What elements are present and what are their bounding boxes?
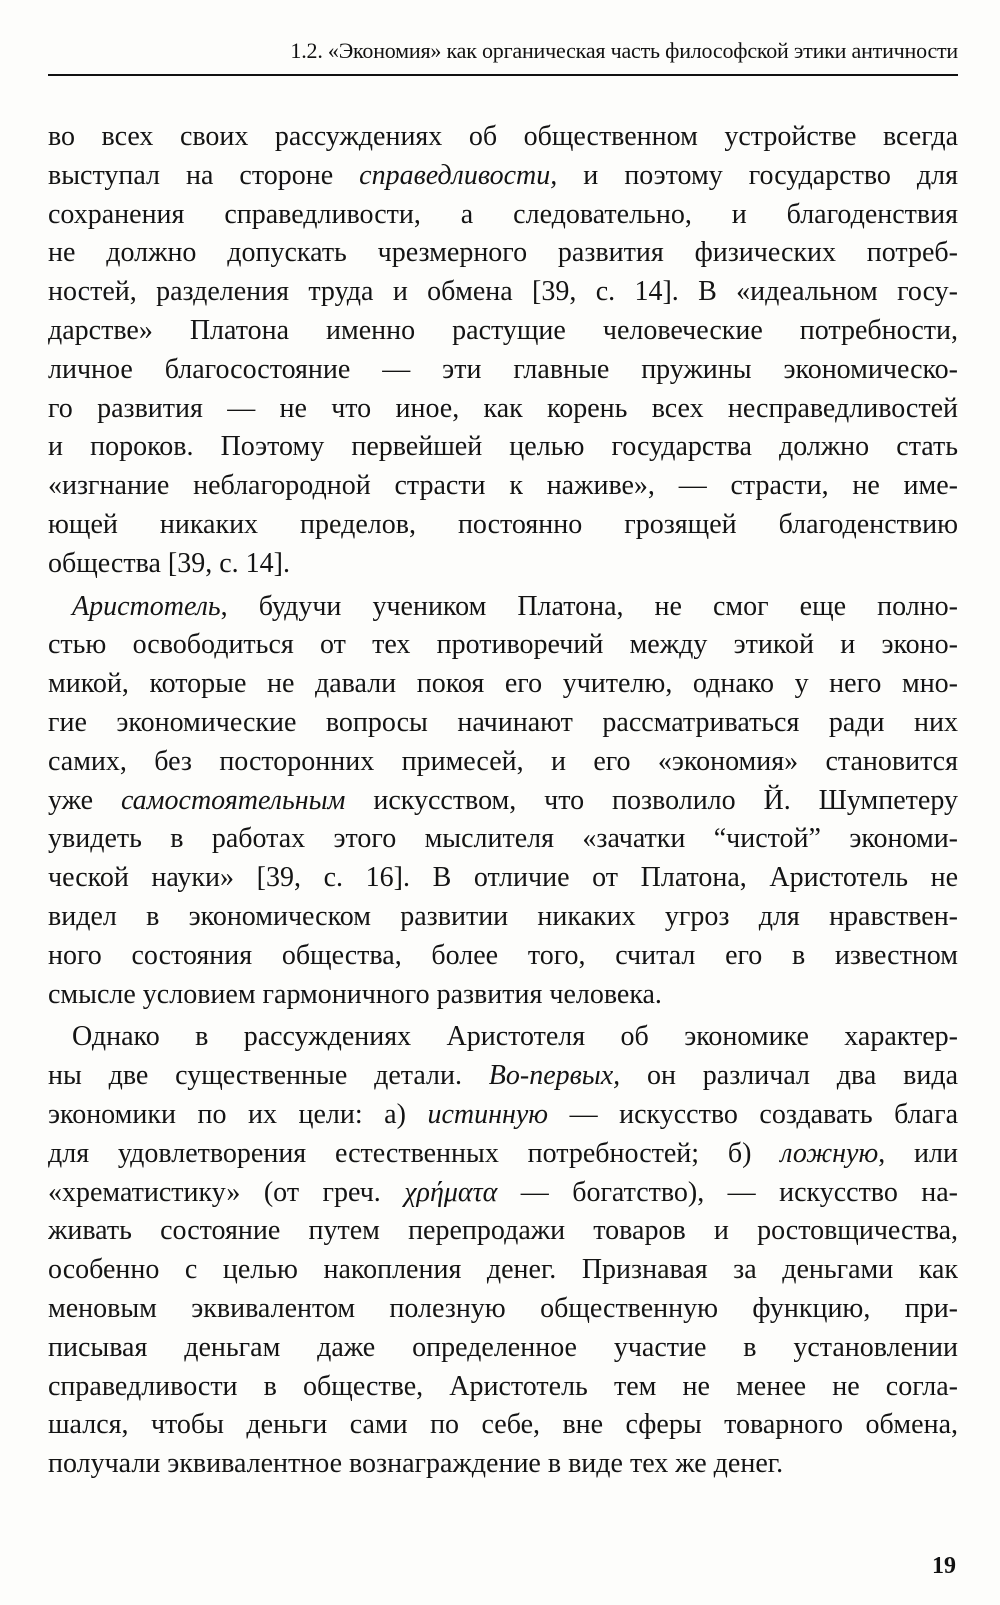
paragraph (48, 118, 958, 584)
text-line: ны две существенные детали. Во-первых, он различал два вида (48, 1060, 958, 1092)
body-text (48, 118, 958, 1484)
header-rule (48, 74, 958, 76)
text-line: особенно с целью накопления денег. Признавая за деньгами как (48, 1254, 958, 1286)
text-line: увидеть в работах этого мыслителя «зачатки “чистой” экономи- (48, 823, 958, 855)
paragraph (48, 588, 958, 1015)
text-line: самих, без посторонних примесей, и его «экономия» становится (48, 745, 958, 777)
text-line: и пороков. Поэтому первейшей целью государства должно стать (48, 431, 958, 463)
text-line: не должно допускать чрезмерного развития физических потреб- (48, 237, 958, 269)
running-head: 1.2. «Экономия» как органическая часть философской этики античности (290, 38, 958, 63)
text-line: сохранения справедливости, а следовательно, и благоденствия (48, 198, 958, 230)
text-line: го развития — не что иное, как корень всех несправедливостей (48, 392, 958, 424)
text-line: смысле условием гармоничного развития человека. (48, 978, 662, 1010)
text-line: Аристотель, будучи учеником Платона, не смог еще полно- (72, 590, 958, 622)
text-line: справедливости в обществе, Аристотель тем не менее не согла- (48, 1370, 958, 1402)
text-line: писывая деньгам даже определенное участие в установлении (48, 1331, 958, 1363)
text-line: Однако в рассуждениях Аристотеля об экономике характер- (72, 1021, 958, 1053)
text-line: выступал на стороне справедливости, и поэтому государство для (48, 159, 958, 191)
text-line: личное благосостояние — эти главные пружины экономическо- (48, 353, 958, 385)
text-line: ческой науки» [39, с. 16]. В отличие от Платона, Аристотель не (48, 862, 958, 894)
text-line: меновым эквивалентом полезную общественную функцию, при- (48, 1292, 958, 1324)
page-number: 19 (932, 1553, 956, 1579)
text-line: получали эквивалентное вознаграждение в виде тех же денег. (48, 1448, 784, 1480)
text-line: для удовлетворения естественных потребностей; б) ложную, или (48, 1137, 958, 1169)
text-line: ностей, разделения труда и обмена [39, с. 14]. В «идеальном госу- (48, 276, 958, 308)
text-line: общества [39, с. 14]. (48, 547, 290, 579)
text-line: ного состояния общества, более того, считал его в известном (48, 939, 958, 971)
text-line: «хрематистику» (от греч. χρήματα — богатство), — искусство на- (48, 1176, 958, 1208)
paragraph (48, 1018, 958, 1484)
text-line: шался, чтобы деньги сами по себе, вне сферы товарного обмена, (48, 1409, 958, 1441)
text-line: уже самостоятельным искусством, что позволило Й. Шумпетеру (48, 784, 958, 816)
text-line: ющей никаких пределов, постоянно грозящей благоденствию (48, 508, 958, 540)
text-line: гие экономические вопросы начинают рассматриваться ради них (48, 706, 958, 738)
text-line: дарстве» Платона именно растущие человеческие потребности, (48, 314, 958, 346)
text-line: во всех своих рассуждениях об общественном устройстве всегда (48, 121, 958, 152)
text-line: живать состояние путем перепродажи товаров и ростовщичества, (48, 1215, 958, 1247)
text-line: микой, которые не давали покоя его учителю, однако у него мно- (48, 668, 958, 700)
text-line: видел в экономическом развитии никаких угроз для нравствен- (48, 900, 958, 932)
text-line: «изгнание неблагородной страсти к наживе», — страсти, не име- (48, 470, 958, 502)
text-line: стью освободиться от тех противоречий между этикой и эконо- (48, 629, 958, 661)
text-line: экономики по их цели: а) истинную — искусство создавать блага (48, 1098, 958, 1130)
